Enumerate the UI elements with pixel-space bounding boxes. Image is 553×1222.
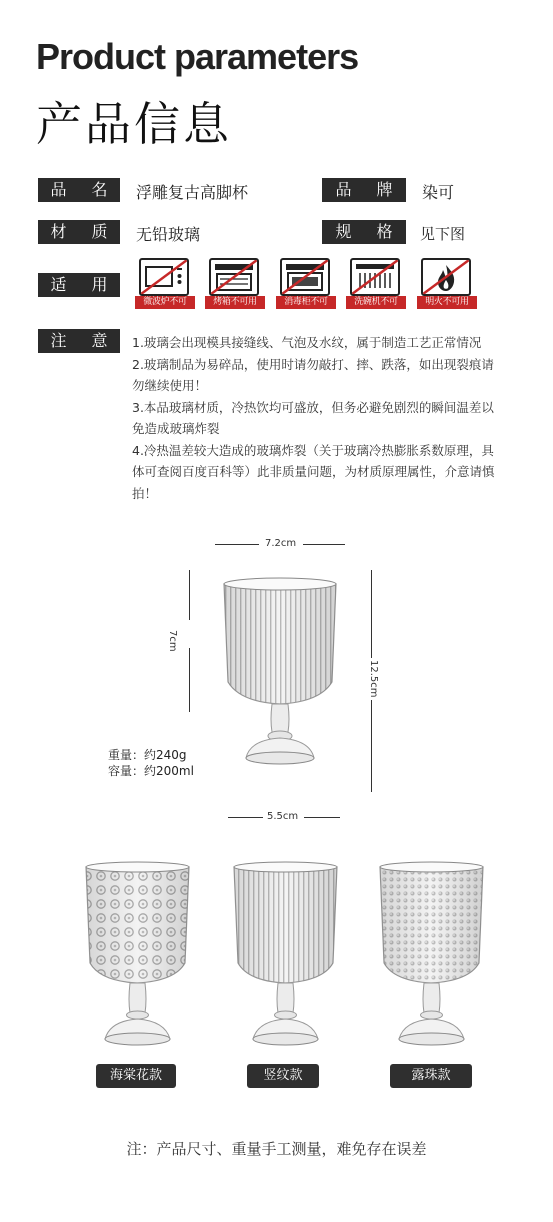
notice-label: 注 意 [38,329,120,353]
sterilizer-caption: 消毒柜不可 [276,296,336,309]
material-label: 材 质 [38,220,120,244]
microwave-icon [139,258,191,310]
name-label: 品 名 [38,178,120,202]
open-flame-caption: 明火不可用 [417,296,477,309]
main-glass-image [210,570,350,770]
notice-item: 3.本品玻璃材质，冷热饮均可盛放，但务必避免剧烈的瞬间温差以免造成玻璃炸裂 [132,399,494,436]
variant-label-dewdrop: 露珠款 [390,1064,472,1088]
variant-glass-begonia [80,855,195,1055]
title-english: Product parameters [36,36,359,77]
title-chinese: 产品信息 [36,97,232,151]
total-height-line-bottom [371,700,372,792]
total-height-line-top [371,570,372,658]
cup-height-line-top [189,570,190,620]
name-value: 浮雕复古高脚杯 [136,183,249,202]
dishwasher-icon [350,258,402,310]
microwave-caption: 微波炉不可 [135,296,195,309]
variant-label-vertical-stripes: 竖纹款 [247,1064,319,1088]
dishwasher-caption: 洗碗机不可 [346,296,406,309]
footer-note: 注：产品尺寸、重量手工测量，难免存在误差 [126,1140,427,1158]
top-width-label: 7.2cm [265,538,297,549]
spec-label: 规 格 [322,220,406,244]
oven-caption: 烤箱不可用 [205,296,265,309]
top-width-line-left [215,544,259,545]
oven-icon [209,258,261,310]
brand-value: 染可 [422,183,455,202]
variant-glass-vertical-stripes [228,855,343,1055]
cup-height-label: 7cm [167,630,178,652]
material-value: 无铅玻璃 [136,225,201,244]
base-width-label: 5.5cm [267,811,299,822]
base-width-line-left [228,817,263,818]
notice-item: 4.冷热温差较大造成的玻璃炸裂（关于玻璃冷热膨胀系数原理，具体可查阅百度百科等）此非质量问题，为材质原理属性，介意请慎拍！ [132,442,495,501]
notice-item: 1.玻璃会出现模具接缝线、气泡及水纹，属于制造工艺正常情况 [132,335,482,350]
weight-text: 重量：约240g [108,748,187,762]
notice-item: 2.玻璃制品为易碎品，使用时请勿敲打、摔、跌落，如出现裂痕请勿继续使用！ [132,356,494,393]
total-height-label: 12.5cm [368,660,379,698]
top-width-line-right [303,544,345,545]
variant-label-begonia: 海棠花款 [96,1064,176,1088]
usage-label: 适 用 [38,273,120,297]
cup-height-line-bottom [189,648,190,712]
notice-list [132,332,500,504]
open-flame-icon [421,258,473,310]
capacity-text: 容量：约200ml [108,764,194,778]
base-width-line-right [304,817,340,818]
sterilizer-icon [280,258,332,310]
variant-glass-dewdrop [374,855,489,1055]
brand-label: 品 牌 [322,178,406,202]
spec-value: 见下图 [420,225,466,243]
